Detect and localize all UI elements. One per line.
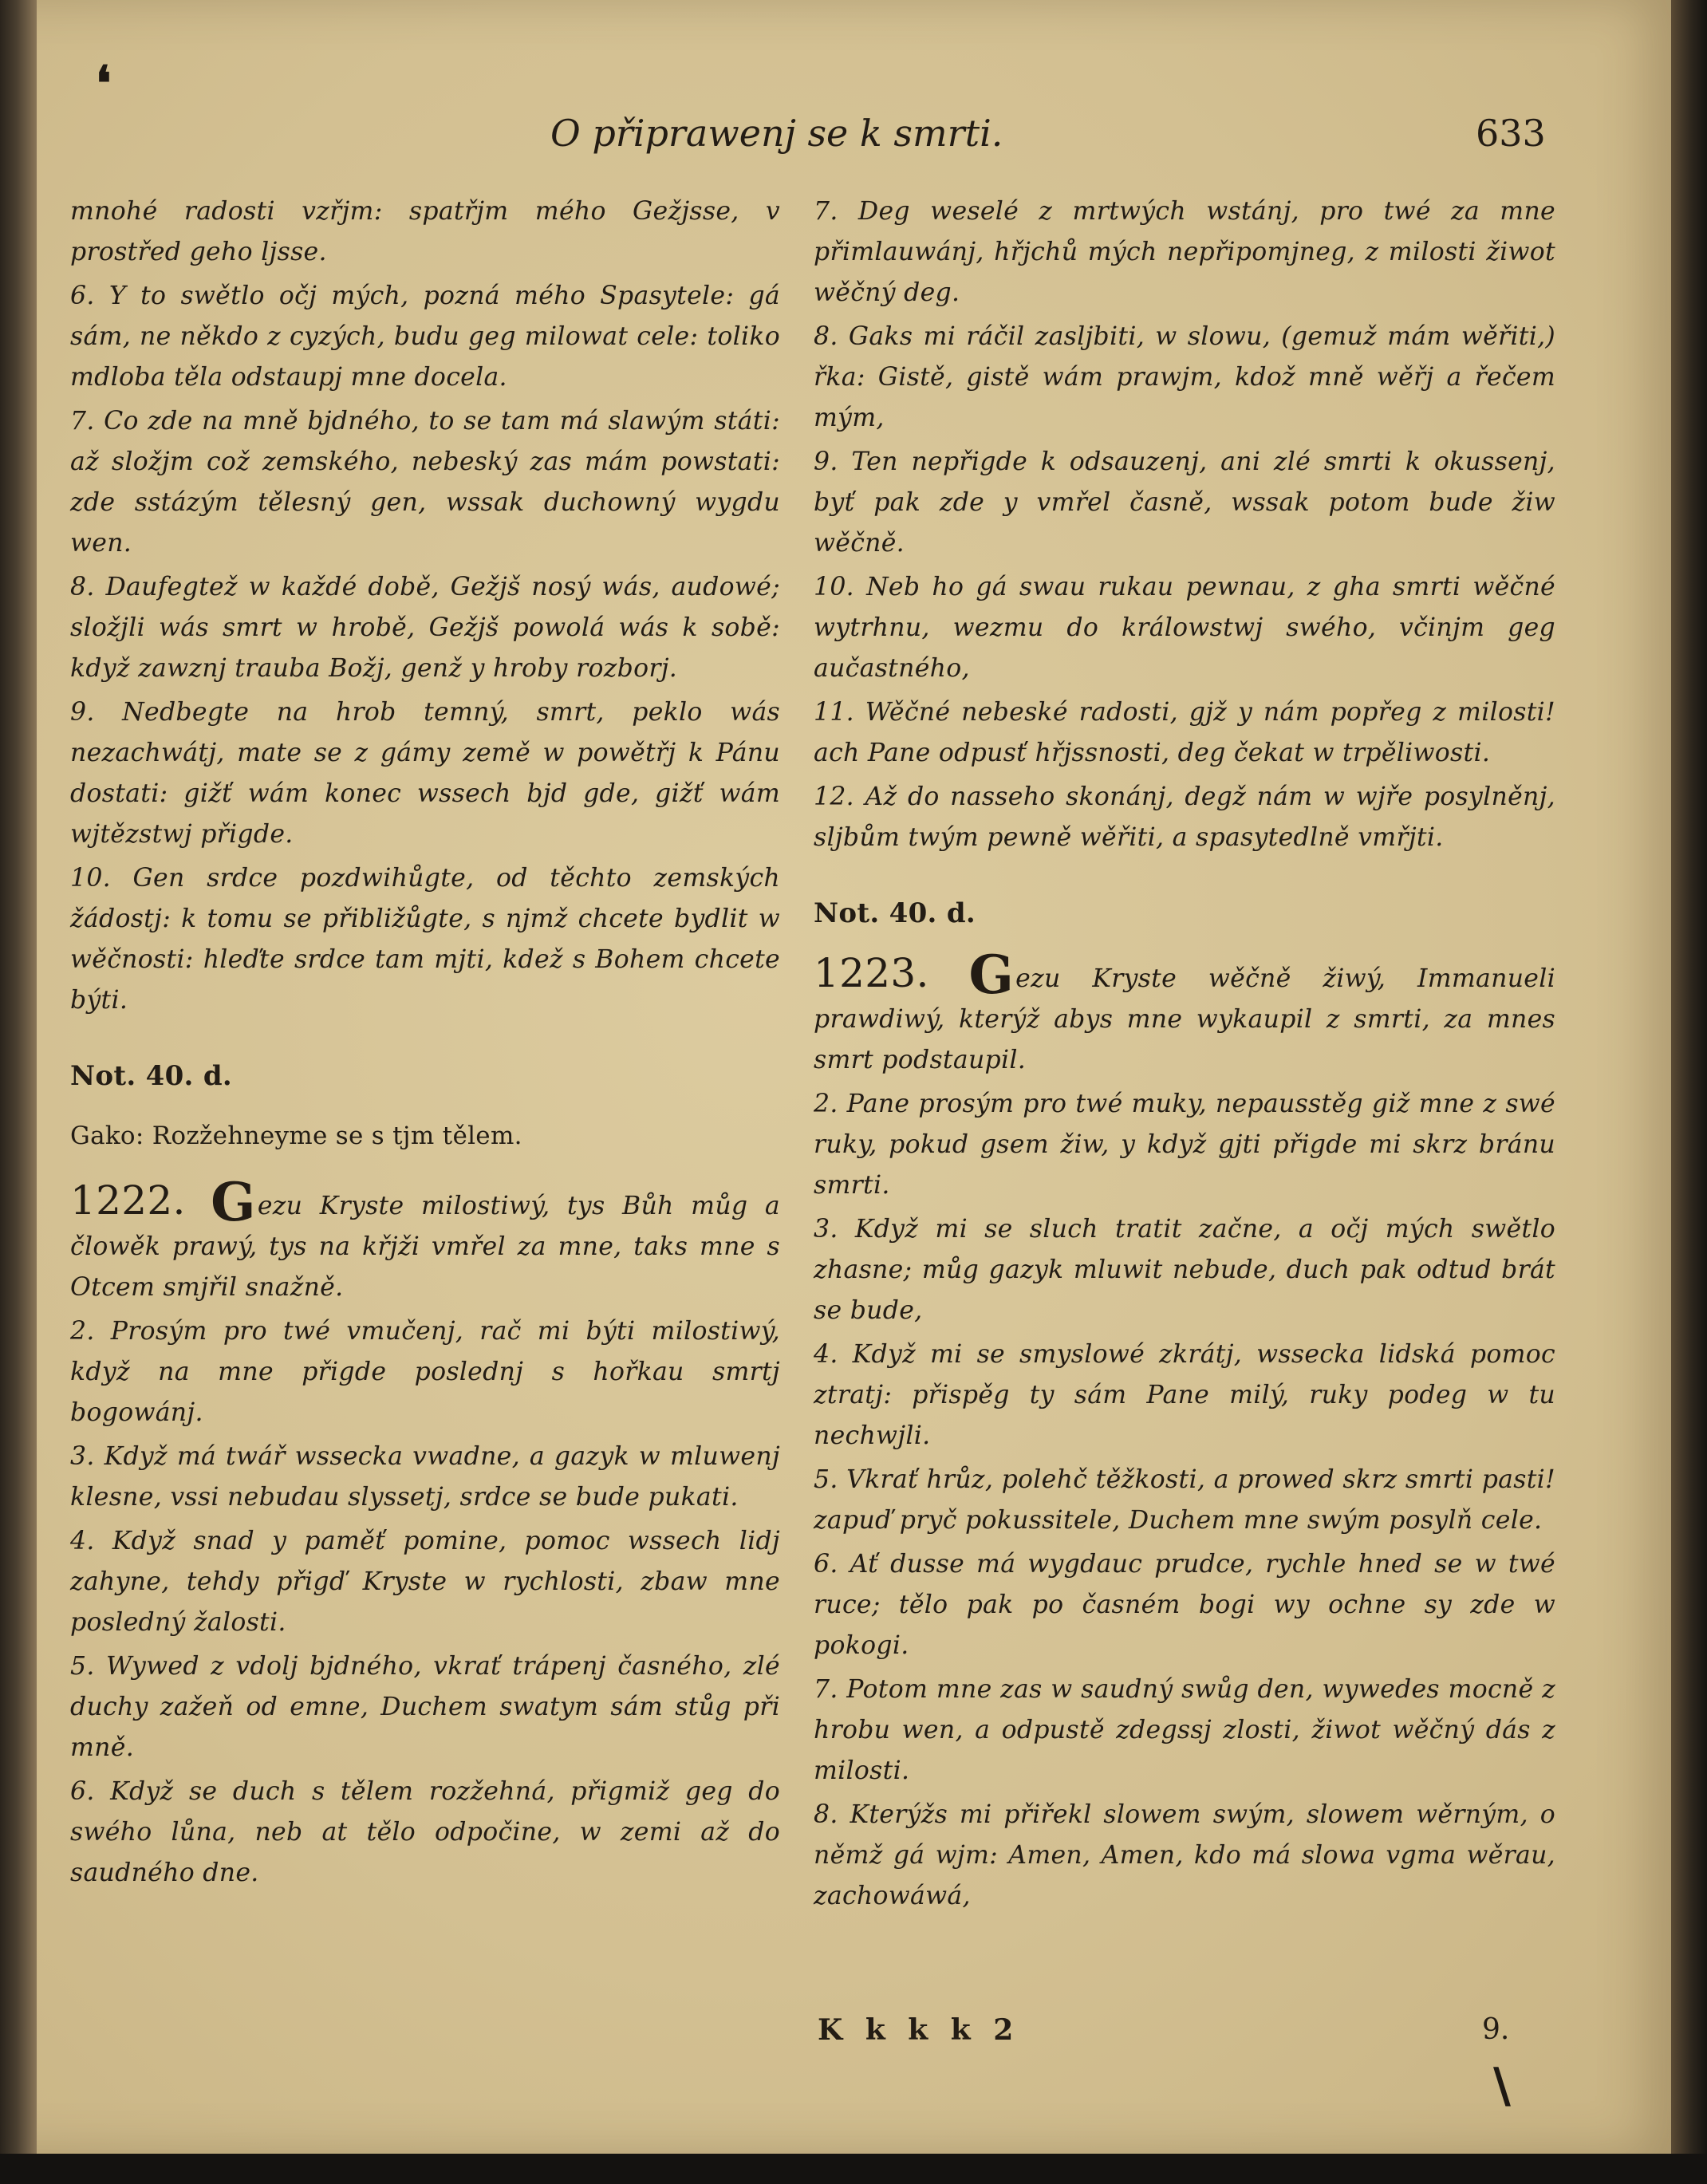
page-number: 633 [1476,112,1546,155]
catchword: 9. [1482,2013,1510,2046]
page-bottom-edge [0,2154,1707,2184]
verse: 4. Když snad y paměť pomine, pomoc wssech lidj zahyne, tehdy přigď Kryste w rychlosti, zbaw mne posledný žalosti. [70,1527,780,1637]
verse: 10. Gen srdce pozdwihůgte, od těchto zemských žádostj: k tomu se přibližůgte, s njmž chcete bydlit w wěčnosti: hleďte srdce tam mjti, kdež s Bohem chcete býti. [70,864,780,1015]
hymn-number: 1222. [70,1177,186,1224]
section-heading: Not. 40. d. [70,1060,233,1092]
verse: 9. Nedbegte na hrob temný, smrt, peklo wás nezachwátj, mate se z gámy země w powětřj k Pánu dostati: gižť wám konec wssech bjd gde, gižť wám wjtězstwj přigde. [70,698,780,849]
signature-mark: K k k k 2 [818,2013,1020,2047]
verse: 8. Daufegtež w každé době, Gežjš nosý wás, audowé; složjli wás smrt w hrobě, Gežjš powolá wás k sobě: když zawznj trauba Božj, genž y hroby rozborj. [70,573,780,683]
verse: 10. Neb ho gá swau rukau pewnau, z gha smrti wěčné wytrhnu, wezmu do králowstwj swého, včinjm geg aučastného, [814,573,1555,683]
verse: 4. Když mi se smyslowé zkrátj, wssecka lidská pomoc ztratj: přispěg ty sám Pane milý, ruky podeg w tu nechwjli. [814,1340,1555,1450]
page-edge [1671,0,1707,2184]
verse: 2. Prosým pro twé vmučenj, rač mi býti milostiwý, když na mne přigde poslednj s hořkau smrtj bogowánj. [70,1317,780,1427]
running-title: O připrawenj se k smrti. [550,112,1003,155]
right-column [814,191,1555,1920]
drop-cap: G [211,1171,256,1233]
drop-cap: G [968,944,1015,1006]
verse: 7. Potom mne zas w saudný swůg den, wywedes mocně z hrobu wen, a odpustě zdegssj zlosti, žiwot wěčný dás z milosti. [814,1675,1555,1785]
verse: 3. Když má twář wssecka vwadne, a gazyk w mluwenj klesne, vssi nebudau slyssetj, srdce se bude pukati. [70,1442,780,1512]
verse: 7. Co zde na mně bjdného, to se tam má slawým státi: až složjm což zemského, nebeský zas mám powstati: zde sstázým tělesný gen, wssak duchowný wygdu wen. [70,407,780,558]
verse: 7. Deg weselé z mrtwých wstánj, pro twé za mne přimlauwánj, hřjchů mých nepřipomjneg, z milosti žiwot wěčný deg. [814,197,1555,307]
verse: 2. Pane prosým pro twé muky, nepausstěg giž mne z swé ruky, pokud gsem žiw, y když gjti přigde mi skrz bránu smrti. [814,1090,1555,1200]
verse: 8. Gaks mi ráčil zasljbiti, w slowu, (gemuž mám wěřiti,) řka: Gistě, gistě wám prawjm, kdož mně wěřj a řečem mým, [814,322,1555,432]
verse: 12. Až do nasseho skonánj, degž nám w wjře posylněnj, sljbům twým pewně wěřiti, a spasytedlně vmřjti. [814,783,1555,852]
ink-mark: ❛ [96,56,112,112]
verse: mnohé radosti vzřjm: spatřjm mého Gežjsse, v prostřed geho ljsse. [70,197,780,266]
hymn-1222-first-verse: 1222. Gezu Kryste milostiwý, tys Bůh můg a člowěk prawý, tys na křjži vmřel za mne, taks mne s Otcem smjřil snažně. [70,1171,780,1302]
verse: 3. Když mi se sluch tratit začne, a očj mých swětlo zhasne; můg gazyk mluwit nebude, duch pak odtud brát se bude, [814,1215,1555,1325]
verse: 6. Y to swětlo očj mých, pozná mého Spasytele: gá sám, ne někdo z cyzých, budu geg milowat cele: toliko mdloba těla odstaupj mne docela. [70,282,780,392]
hymn-number: 1223. [814,950,929,996]
verse: 5. Wywed z vdolj bjdného, vkrať trápenj časného, zlé duchy zažeň od emne, Duchem swatym sám stůg při mně. [70,1652,780,1762]
tune-line: Gako: Rozžehneyme se s tjm tělem. [70,1122,522,1150]
section-heading: Not. 40. d. [814,897,976,929]
hymn-1223-first-verse: 1223. Gezu Kryste wěčně žiwý, Immanueli prawdiwý, kterýž abys mne wykaupil z smrti, za mnes smrt podstaupil. [814,944,1555,1074]
verse: 6. Když se duch s tělem rozžehná, přigmiž geg do swého lůna, neb at tělo odpočine, w zemi až do saudného dne. [70,1777,780,1887]
left-column [70,191,780,1897]
book-spine [0,0,37,2154]
verse: 5. Vkrať hrůz, polehč těžkosti, a prowed skrz smrti pasti! zapuď pryč pokussitele, Duchem mne swým posylň cele. [814,1465,1555,1535]
verse: 11. Wěčné nebeské radosti, gjž y nám popřeg z milosti! ach Pane odpusť hřjssnosti, deg čekat w trpěliwosti. [814,698,1555,767]
verse: 6. Ať dusse má wygdauc prudce, rychle hned se w twé ruce; tělo pak po časném bogi wy ochne sy zde w pokogi. [814,1550,1555,1660]
verse: 9. Ten nepřigde k odsauzenj, ani zlé smrti k okussenj, byť pak zde y vmřel časně, wssak potom bude žiw wěčně. [814,447,1555,558]
ink-mark: \ [1493,2058,1511,2114]
verse: 8. Kterýžs mi přiřekl slowem swým, slowem wěrným, o němž gá wjm: Amen, Amen, kdo má slowa vgma wěrau, zachowáwá, [814,1800,1555,1910]
